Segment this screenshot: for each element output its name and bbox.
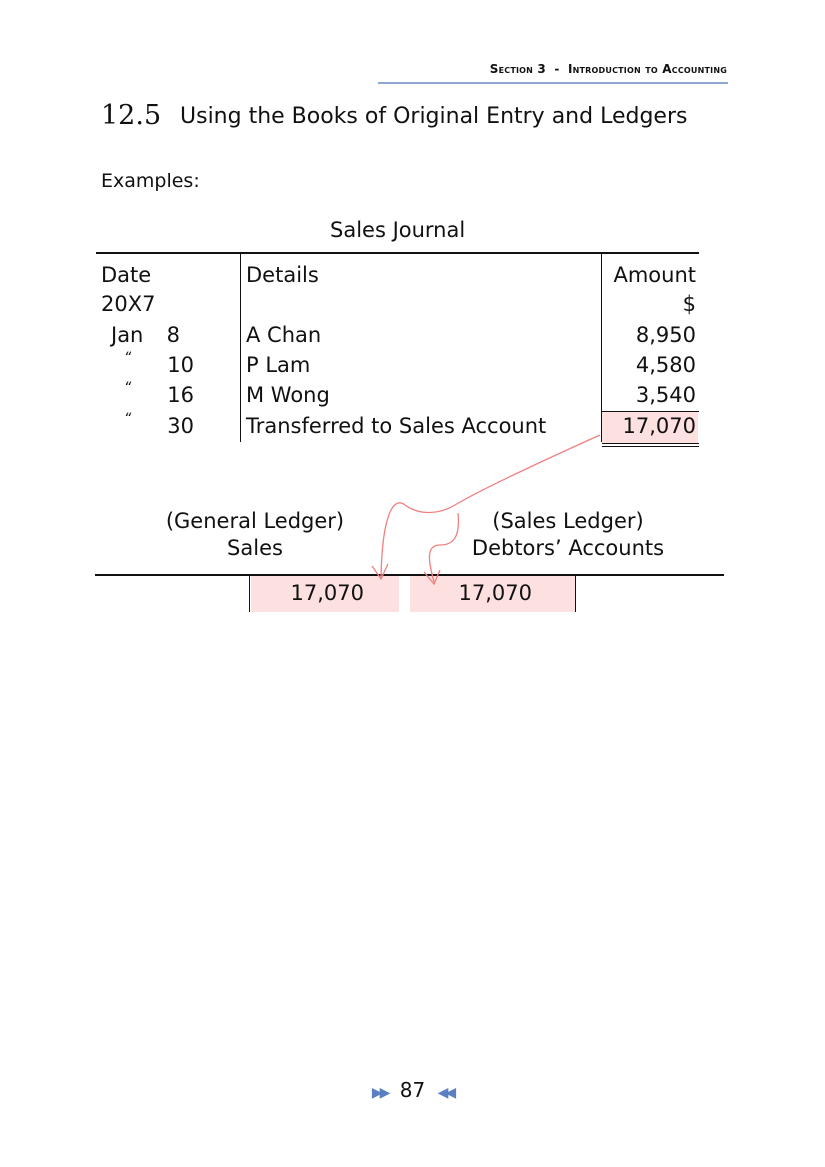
examples-label: Examples: (101, 170, 200, 192)
row-details: P Lam (246, 353, 311, 377)
section-number: 12.5 (101, 100, 162, 131)
row-amount: 8,950 (635, 323, 696, 347)
debtors-debit-amount: 17,070 (458, 581, 532, 605)
row-ditto: “ (124, 350, 132, 366)
page-number: 87 (399, 1078, 426, 1102)
posting-arrow-branch (429, 513, 458, 582)
sales-ledger-book: (Sales Ledger) (492, 509, 644, 533)
header-title: Introduction to Accounting (567, 62, 727, 76)
row-details: M Wong (246, 383, 330, 407)
journal-title: Sales Journal (330, 218, 466, 242)
row-month: Jan (111, 323, 144, 347)
row-ditto: “ (124, 380, 132, 396)
row-details: Transferred to Sales Account (246, 414, 547, 438)
column-header-details: Details (246, 263, 319, 287)
row-ditto: “ (124, 411, 132, 427)
header-section: Section 3 (489, 62, 546, 76)
total-amount: 17,070 (622, 414, 696, 438)
general-ledger-book: (General Ledger) (165, 509, 345, 533)
double-left-arrow-icon: ◀◀ (437, 1085, 454, 1101)
header-separator: - (554, 62, 560, 76)
row-amount: 4,580 (635, 353, 696, 377)
page-footer (0, 1078, 825, 1102)
sales-credit-amount: 17,070 (290, 581, 364, 605)
posting-arrow-head-left (372, 564, 388, 579)
row-day: 16 (167, 383, 194, 407)
sales-ledger-account: Debtors’ Accounts (471, 536, 665, 560)
section-title: Using the Books of Original Entry and Ledgers (180, 104, 688, 129)
column-header-date: Date (101, 263, 152, 287)
posting-arrow-main (381, 435, 600, 578)
row-amount: 3,540 (635, 383, 696, 407)
row-details: A Chan (246, 323, 322, 347)
row-day: 8 (166, 323, 180, 347)
double-right-arrow-icon: ▶▶ (371, 1085, 388, 1101)
row-day: 30 (167, 414, 194, 438)
journal-year: 20X7 (101, 292, 156, 316)
currency-symbol: $ (682, 292, 696, 316)
column-header-amount: Amount (613, 263, 696, 287)
general-ledger-account: Sales (227, 536, 283, 560)
row-day: 10 (167, 353, 194, 377)
